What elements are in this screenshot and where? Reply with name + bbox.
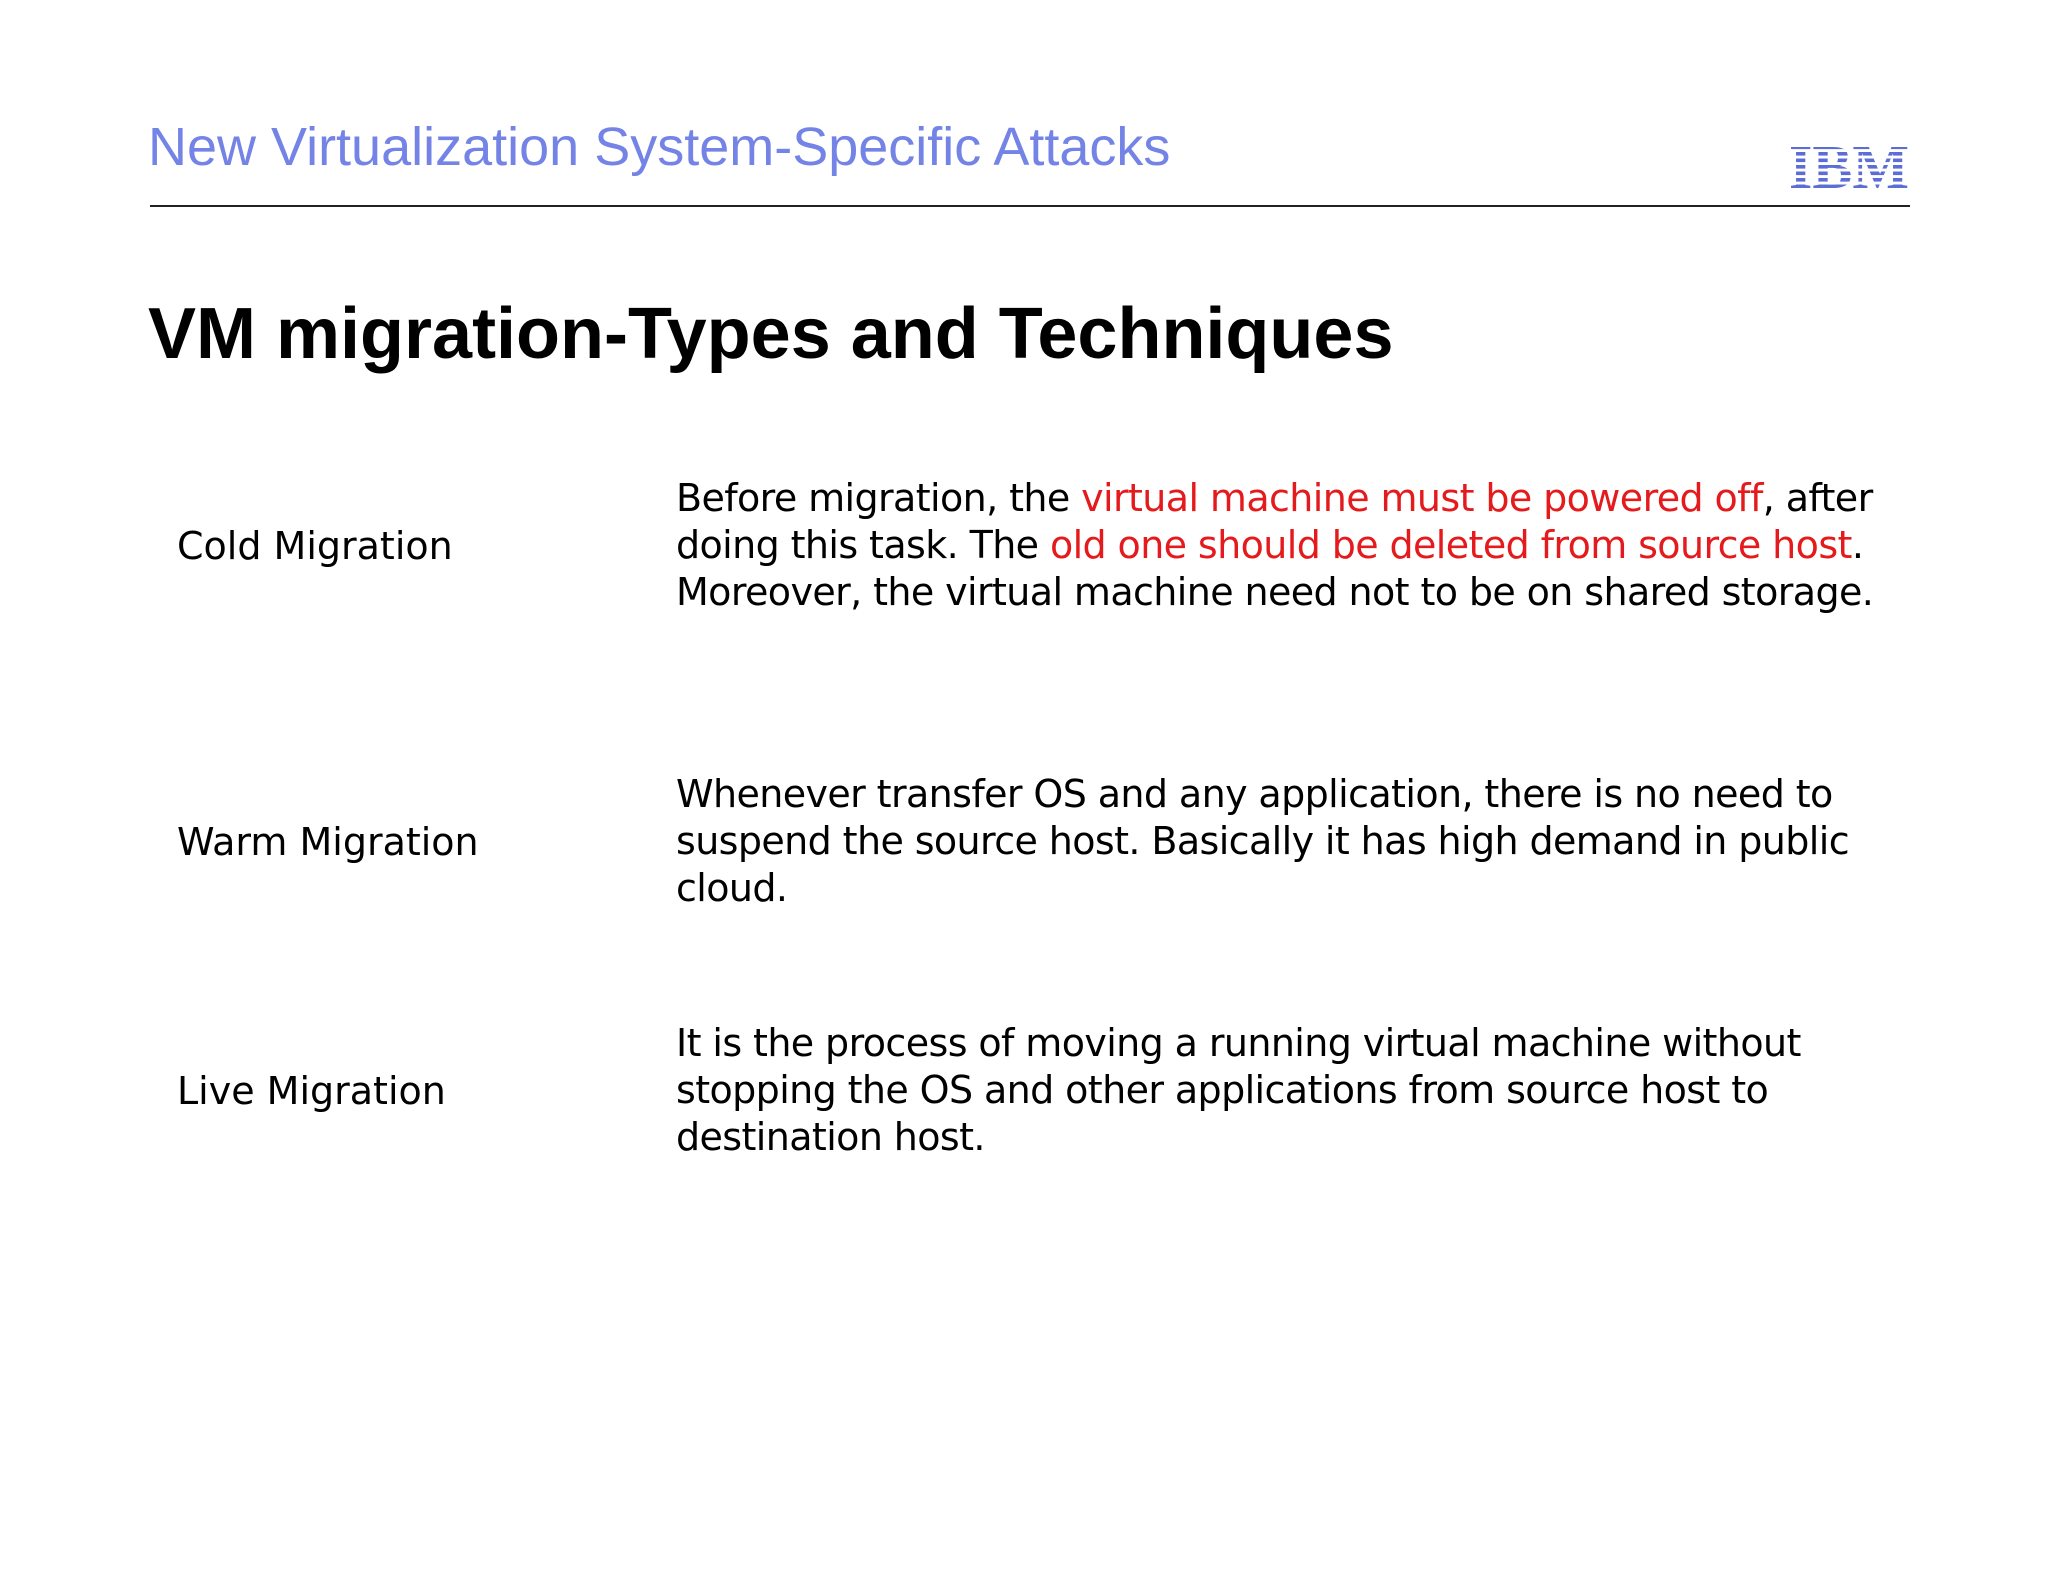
highlighted-text: virtual machine must be powered off xyxy=(1081,476,1763,520)
row-label-warm: Warm Migration xyxy=(177,820,479,864)
ibm-logo-text: IBM xyxy=(1789,139,1909,191)
description-text: , after doing this task. The xyxy=(676,476,1873,567)
header-divider xyxy=(150,205,1910,207)
description-text: Before migration, the xyxy=(676,476,1082,520)
row-description-live: It is the process of moving a running virtual machine without stopping the OS and other applications from source host to destination host. xyxy=(676,1021,1801,1159)
row-label-cold: Cold Migration xyxy=(177,524,453,568)
row-description-warm: Whenever transfer OS and any application, there is no need to suspend the source host. Basically it has high demand in public cloud. xyxy=(676,772,1849,910)
slide-title: VM migration-Types and Techniques xyxy=(148,294,1394,374)
highlighted-text: old one should be deleted from source host xyxy=(1049,523,1852,567)
row-description-cold xyxy=(676,475,1916,616)
header-title: New Virtualization System-Specific Attacks xyxy=(148,117,1171,177)
ibm-logo xyxy=(1788,139,1910,191)
row-label-live: Live Migration xyxy=(177,1069,446,1113)
description-text: . Moreover, the virtual machine need not to be on shared storage. xyxy=(676,523,1874,614)
